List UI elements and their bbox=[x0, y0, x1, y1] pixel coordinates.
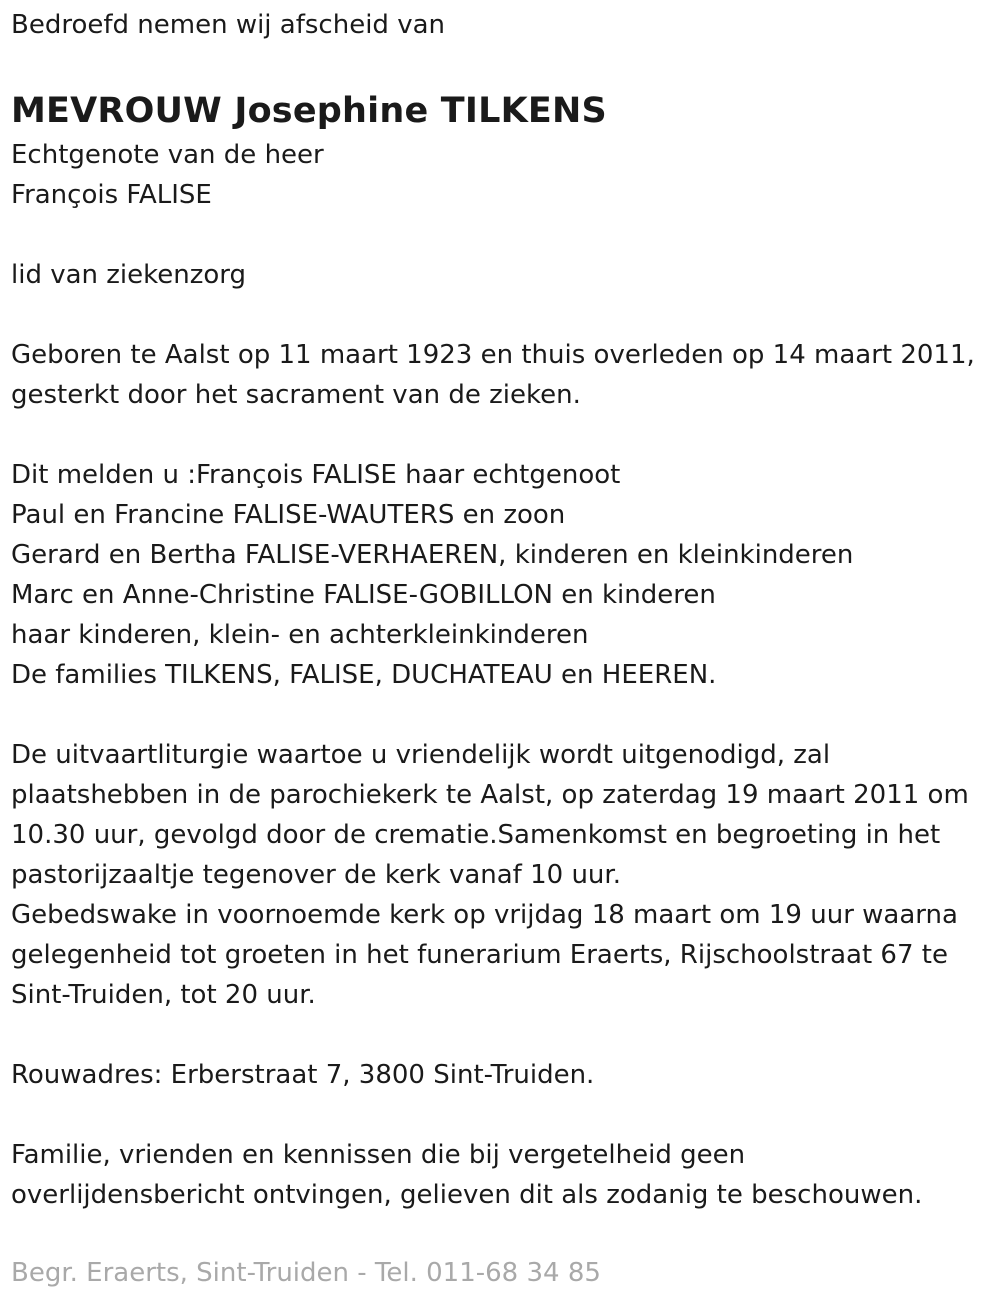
spacer bbox=[11, 215, 991, 255]
ceremony-line: plaatshebben in de parochiekerk te Aalst, op zaterdag 19 maart 2011 om bbox=[11, 780, 969, 810]
ceremony-line: gelegenheid tot groeten in het funerarium Eraerts, Rijschoolstraat 67 te bbox=[11, 940, 948, 970]
funeral-home-footer: Begr. Eraerts, Sint-Truiden - Tel. 011-68 34 85 bbox=[11, 1258, 601, 1288]
ceremony-line: De uitvaartliturgie waartoe u vriendelijk wordt uitgenodigd, zal bbox=[11, 740, 831, 770]
spacer bbox=[11, 1095, 991, 1135]
notice-line: Familie, vrienden en kennissen die bij vergetelheid geen bbox=[11, 1140, 746, 1170]
spacer bbox=[11, 415, 991, 455]
notice-line: overlijdensbericht ontvingen, gelieven dit als zodanig te beschouwen. bbox=[11, 1180, 923, 1210]
spacer bbox=[11, 295, 991, 335]
announcer-line: Dit melden u :François FALISE haar echtgenoot bbox=[11, 460, 621, 490]
membership-line: lid van ziekenzorg bbox=[11, 260, 247, 290]
ceremony-line: Gebedswake in voornoemde kerk op vrijdag 18 maart om 19 uur waarna bbox=[11, 900, 958, 930]
mourning-address: Rouwadres: Erberstraat 7, 3800 Sint-Truiden. bbox=[11, 1060, 595, 1090]
ceremony-line: pastorijzaaltje tegenover de kerk vanaf 10 uur. bbox=[11, 860, 621, 890]
ceremony-line: 10.30 uur, gevolgd door de crematie.Samenkomst en begroeting in het bbox=[11, 820, 941, 850]
birth-death-line: Geboren te Aalst op 11 maart 1923 en thuis overleden op 14 maart 2011, bbox=[11, 340, 975, 370]
spacer bbox=[11, 695, 991, 735]
intro-line: Bedroefd nemen wij afscheid van bbox=[11, 10, 445, 40]
spacer bbox=[11, 1015, 991, 1055]
spouse-line: Echtgenote van de heer bbox=[11, 140, 324, 170]
announcer-line: Gerard en Bertha FALISE-VERHAEREN, kinderen en kleinkinderen bbox=[11, 540, 854, 570]
obituary-document bbox=[11, 0, 991, 1215]
deceased-name: MEVROUW Josephine TILKENS bbox=[11, 91, 607, 131]
spouse-name: François FALISE bbox=[11, 180, 212, 210]
announcer-line: haar kinderen, klein- en achterkleinkinderen bbox=[11, 620, 589, 650]
birth-death-line: gesterkt door het sacrament van de zieken. bbox=[11, 380, 581, 410]
announcer-line: De families TILKENS, FALISE, DUCHATEAU en HEEREN. bbox=[11, 660, 717, 690]
ceremony-line: Sint-Truiden, tot 20 uur. bbox=[11, 980, 316, 1010]
announcer-line: Paul en Francine FALISE-WAUTERS en zoon bbox=[11, 500, 566, 530]
announcer-line: Marc en Anne-Christine FALISE-GOBILLON en kinderen bbox=[11, 580, 716, 610]
